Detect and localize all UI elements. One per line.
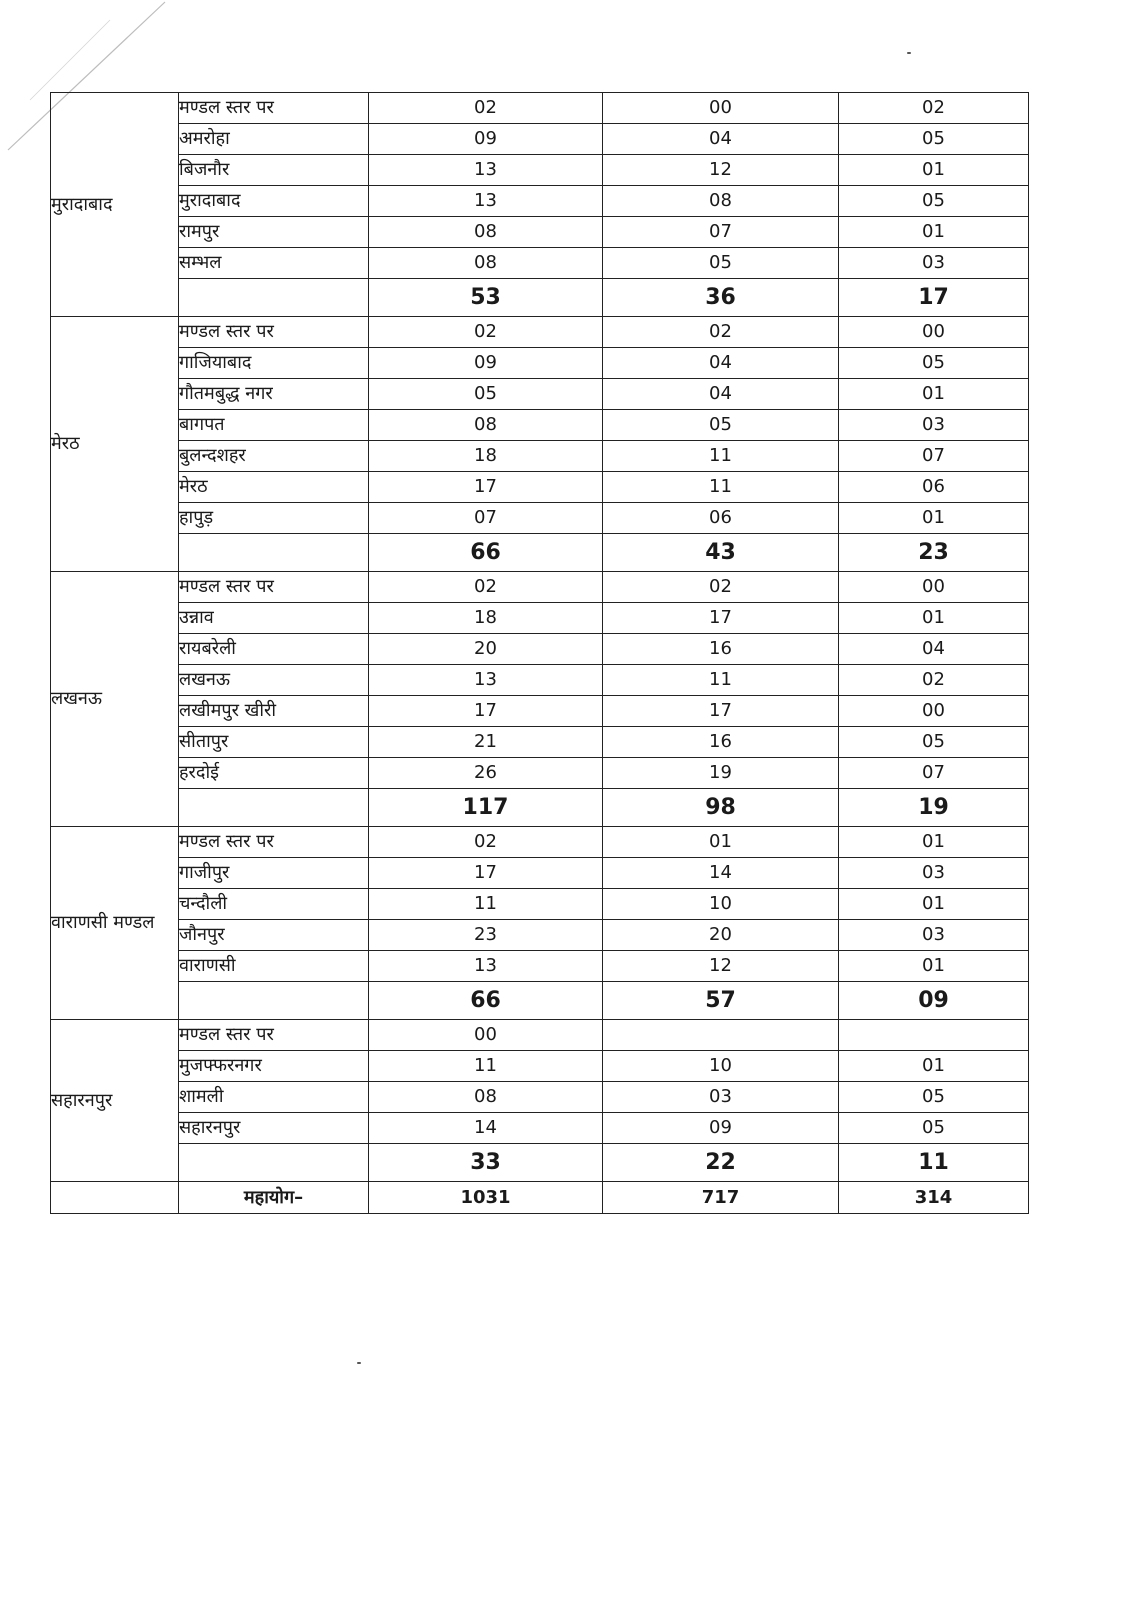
division-subtotal-row (51, 1144, 1029, 1182)
table-row (51, 248, 1029, 279)
subtotal-col-3: 19 (839, 789, 1029, 827)
subtotal-col-2: 57 (603, 982, 839, 1020)
table-row (51, 1113, 1029, 1144)
district-name: रामपुर (179, 217, 369, 248)
value-col-3: 03 (839, 858, 1029, 889)
value-col-3: 01 (839, 889, 1029, 920)
division-subtotal-row (51, 789, 1029, 827)
value-col-3: 00 (839, 317, 1029, 348)
subtotal-col-2: 98 (603, 789, 839, 827)
district-name: हरदोई (179, 758, 369, 789)
value-col-3 (839, 1020, 1029, 1051)
subtotal-col-1: 117 (369, 789, 603, 827)
value-col-3: 06 (839, 472, 1029, 503)
value-col-1: 18 (369, 603, 603, 634)
value-col-2: 12 (603, 951, 839, 982)
district-name: मण्डल स्तर पर (179, 93, 369, 124)
value-col-3: 01 (839, 217, 1029, 248)
value-col-1: 17 (369, 472, 603, 503)
value-col-2 (603, 1020, 839, 1051)
subtotal-label-cell (179, 982, 369, 1020)
table-row (51, 379, 1029, 410)
table-row (51, 951, 1029, 982)
value-col-1: 02 (369, 317, 603, 348)
table-row (51, 634, 1029, 665)
district-name: सीतापुर (179, 727, 369, 758)
district-name: रायबरेली (179, 634, 369, 665)
value-col-1: 17 (369, 858, 603, 889)
district-name: मण्डल स्तर पर (179, 827, 369, 858)
value-col-2: 17 (603, 603, 839, 634)
value-col-1: 11 (369, 889, 603, 920)
value-col-3: 01 (839, 155, 1029, 186)
value-col-1: 13 (369, 665, 603, 696)
table-row (51, 603, 1029, 634)
subtotal-col-3: 23 (839, 534, 1029, 572)
table-row (51, 1051, 1029, 1082)
value-col-3: 03 (839, 920, 1029, 951)
value-col-1: 26 (369, 758, 603, 789)
table-row (51, 858, 1029, 889)
value-col-1: 13 (369, 951, 603, 982)
value-col-1: 02 (369, 93, 603, 124)
table-body (51, 93, 1029, 1214)
value-col-2: 11 (603, 665, 839, 696)
value-col-2: 04 (603, 124, 839, 155)
value-col-3: 01 (839, 827, 1029, 858)
value-col-1: 07 (369, 503, 603, 534)
value-col-2: 05 (603, 410, 839, 441)
value-col-3: 05 (839, 348, 1029, 379)
value-col-1: 08 (369, 217, 603, 248)
value-col-2: 05 (603, 248, 839, 279)
value-col-1: 08 (369, 1082, 603, 1113)
value-col-1: 13 (369, 155, 603, 186)
value-col-1: 02 (369, 827, 603, 858)
table-row (51, 727, 1029, 758)
district-name: हापुड़ (179, 503, 369, 534)
subtotal-col-2: 43 (603, 534, 839, 572)
district-name: वाराणसी (179, 951, 369, 982)
subtotal-label-cell (179, 534, 369, 572)
value-col-1: 13 (369, 186, 603, 217)
district-name: गौतमबुद्ध नगर (179, 379, 369, 410)
division-subtotal-row (51, 982, 1029, 1020)
district-name: मण्डल स्तर पर (179, 317, 369, 348)
district-name: सम्भल (179, 248, 369, 279)
value-col-2: 17 (603, 696, 839, 727)
value-col-2: 19 (603, 758, 839, 789)
district-name: मुजफ्फरनगर (179, 1051, 369, 1082)
value-col-2: 11 (603, 441, 839, 472)
table-row (51, 665, 1029, 696)
subtotal-col-1: 33 (369, 1144, 603, 1182)
table-row (51, 1020, 1029, 1051)
subtotal-label-cell (179, 1144, 369, 1182)
value-col-2: 00 (603, 93, 839, 124)
subtotal-col-2: 36 (603, 279, 839, 317)
district-name: अमरोहा (179, 124, 369, 155)
value-col-3: 02 (839, 93, 1029, 124)
district-name: सहारनपुर (179, 1113, 369, 1144)
table-row (51, 441, 1029, 472)
grand-total-label: महायोग– (179, 1182, 369, 1214)
value-col-3: 01 (839, 603, 1029, 634)
value-col-3: 03 (839, 410, 1029, 441)
division-name: सहारनपुर (51, 1020, 179, 1182)
table-row (51, 920, 1029, 951)
value-col-1: 00 (369, 1020, 603, 1051)
district-name: उन्नाव (179, 603, 369, 634)
district-name: जौनपुर (179, 920, 369, 951)
scan-speck (907, 52, 911, 54)
table-row (51, 317, 1029, 348)
table-row (51, 758, 1029, 789)
value-col-1: 21 (369, 727, 603, 758)
value-col-2: 09 (603, 1113, 839, 1144)
value-col-2: 08 (603, 186, 839, 217)
table-row (51, 827, 1029, 858)
division-name: मेरठ (51, 317, 179, 572)
subtotal-col-1: 66 (369, 982, 603, 1020)
table-row (51, 572, 1029, 603)
value-col-3: 00 (839, 696, 1029, 727)
value-col-2: 12 (603, 155, 839, 186)
value-col-1: 08 (369, 410, 603, 441)
table-row (51, 217, 1029, 248)
value-col-2: 06 (603, 503, 839, 534)
value-col-3: 03 (839, 248, 1029, 279)
value-col-3: 02 (839, 665, 1029, 696)
table-row (51, 503, 1029, 534)
table-row (51, 889, 1029, 920)
subtotal-col-2: 22 (603, 1144, 839, 1182)
table-row (51, 472, 1029, 503)
scan-speck (357, 1362, 361, 1364)
value-col-1: 08 (369, 248, 603, 279)
value-col-2: 10 (603, 889, 839, 920)
value-col-2: 01 (603, 827, 839, 858)
table-row (51, 1082, 1029, 1113)
division-name: लखनऊ (51, 572, 179, 827)
value-col-2: 07 (603, 217, 839, 248)
value-col-3: 01 (839, 503, 1029, 534)
table-row (51, 696, 1029, 727)
value-col-2: 02 (603, 317, 839, 348)
subtotal-col-3: 17 (839, 279, 1029, 317)
value-col-3: 05 (839, 1113, 1029, 1144)
subtotal-col-3: 09 (839, 982, 1029, 1020)
subtotal-col-1: 53 (369, 279, 603, 317)
district-name: गाजीपुर (179, 858, 369, 889)
value-col-1: 09 (369, 124, 603, 155)
subtotal-col-3: 11 (839, 1144, 1029, 1182)
value-col-2: 04 (603, 348, 839, 379)
value-col-1: 14 (369, 1113, 603, 1144)
district-name: बागपत (179, 410, 369, 441)
table-row (51, 348, 1029, 379)
district-name: मण्डल स्तर पर (179, 1020, 369, 1051)
table-row (51, 93, 1029, 124)
value-col-1: 09 (369, 348, 603, 379)
value-col-3: 05 (839, 124, 1029, 155)
value-col-2: 03 (603, 1082, 839, 1113)
value-col-3: 04 (839, 634, 1029, 665)
value-col-1: 05 (369, 379, 603, 410)
district-name: बुलन्दशहर (179, 441, 369, 472)
value-col-3: 01 (839, 951, 1029, 982)
district-name: मुरादाबाद (179, 186, 369, 217)
district-name: शामली (179, 1082, 369, 1113)
value-col-1: 11 (369, 1051, 603, 1082)
district-name: गाजियाबाद (179, 348, 369, 379)
grand-total-col-3: 314 (839, 1182, 1029, 1214)
subtotal-label-cell (179, 789, 369, 827)
value-col-2: 20 (603, 920, 839, 951)
value-col-2: 11 (603, 472, 839, 503)
value-col-3: 05 (839, 727, 1029, 758)
district-name: लखीमपुर खीरी (179, 696, 369, 727)
value-col-2: 04 (603, 379, 839, 410)
grand-total-row (51, 1182, 1029, 1214)
value-col-3: 01 (839, 379, 1029, 410)
district-name: लखनऊ (179, 665, 369, 696)
division-name: वाराणसी मण्डल (51, 827, 179, 1020)
district-name: मण्डल स्तर पर (179, 572, 369, 603)
grand-total-col-2: 717 (603, 1182, 839, 1214)
statistics-table (50, 92, 1029, 1214)
subtotal-label-cell (179, 279, 369, 317)
value-col-3: 07 (839, 441, 1029, 472)
value-col-2: 10 (603, 1051, 839, 1082)
value-col-1: 20 (369, 634, 603, 665)
value-col-3: 05 (839, 1082, 1029, 1113)
district-name: चन्दौली (179, 889, 369, 920)
table-row (51, 410, 1029, 441)
grand-total-col-1: 1031 (369, 1182, 603, 1214)
table-row (51, 124, 1029, 155)
value-col-2: 16 (603, 727, 839, 758)
value-col-2: 02 (603, 572, 839, 603)
value-col-1: 18 (369, 441, 603, 472)
value-col-3: 00 (839, 572, 1029, 603)
value-col-1: 17 (369, 696, 603, 727)
value-col-1: 23 (369, 920, 603, 951)
value-col-1: 02 (369, 572, 603, 603)
district-name: मेरठ (179, 472, 369, 503)
value-col-3: 05 (839, 186, 1029, 217)
grand-total-blank (51, 1182, 179, 1214)
value-col-2: 14 (603, 858, 839, 889)
district-name: बिजनौर (179, 155, 369, 186)
value-col-3: 01 (839, 1051, 1029, 1082)
table-row (51, 186, 1029, 217)
division-name: मुरादाबाद (51, 93, 179, 317)
subtotal-col-1: 66 (369, 534, 603, 572)
division-subtotal-row (51, 279, 1029, 317)
value-col-2: 16 (603, 634, 839, 665)
value-col-3: 07 (839, 758, 1029, 789)
table-row (51, 155, 1029, 186)
division-subtotal-row (51, 534, 1029, 572)
